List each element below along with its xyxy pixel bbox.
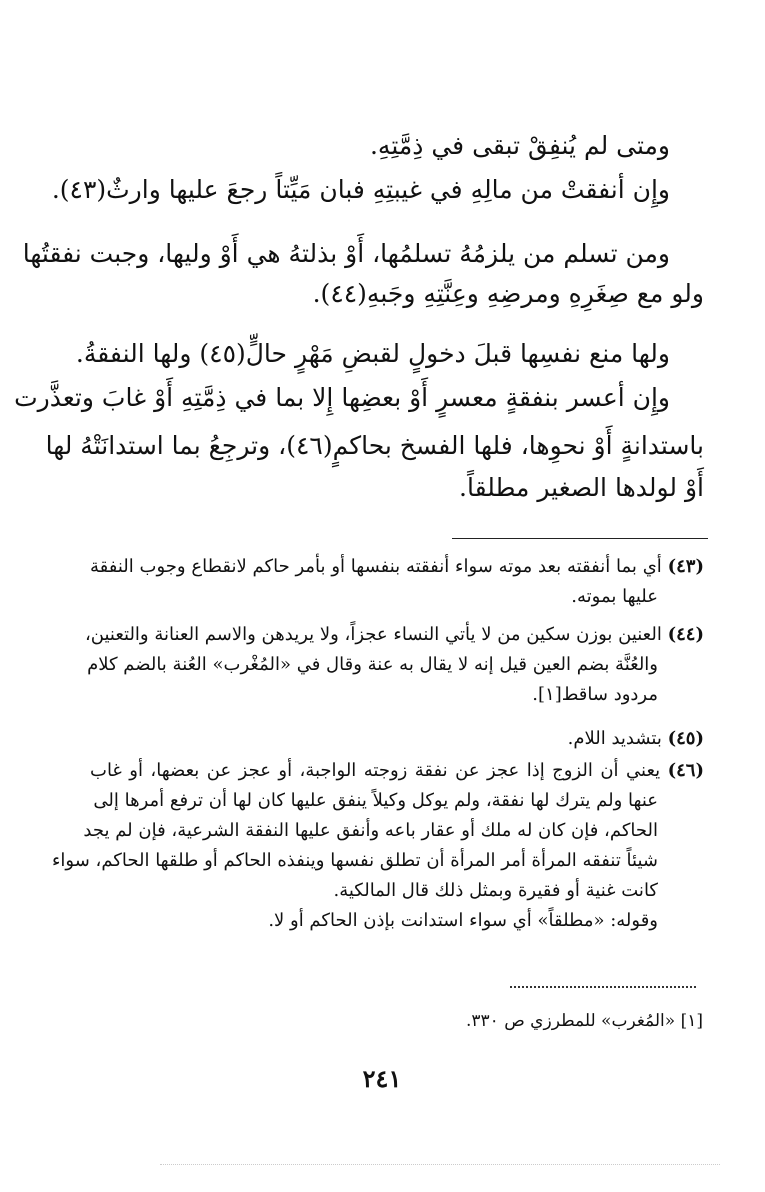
footnote-number: (٤٣): [667, 556, 704, 577]
main-line-3: ومن تسلم من يلزمُهُ تسلمُها، أَوْ بذلتهُ هي أَوْ وليها، وجبت نفقتُها: [22, 239, 670, 268]
footnote-45: [568, 724, 704, 754]
main-line-8: أَوْ لولدها الصغير مطلقاً.: [459, 473, 704, 502]
footnote-text: يعني أن الزوج إذا عجز عن نفقة زوجته الواجبة، أو عجز عن بعضها، أو غاب: [90, 760, 661, 781]
footnote-44: [84, 620, 704, 650]
page-edge-line: [160, 1164, 720, 1165]
footnote-46-line-3: الحاكم، فإن كان له ملك أو عقار باعه وأنفق عليها النفقة الشرعية، فإن لم يجد: [83, 820, 658, 841]
footnote-text: بتشديد اللام.: [567, 728, 662, 749]
footnote-number: (٤٥): [667, 728, 704, 749]
footnote-44-line-2: والعُنَّة بضم العين قيل إنه لا يقال به عنة وقال في «المُغْرب» العُنة بالضم كلام: [87, 654, 658, 675]
footnote-46-line-2: عنها ولم يترك لها نفقة، ولم يوكل وكيلاً ينفق عليها كان لها أن ترفع أمرها إلى: [93, 790, 658, 811]
footnote-46-line-6: وقوله: «مطلقاً» أي سواء استدانت بإذن الحاكم أو لا.: [268, 910, 658, 931]
margin-reference-note: [١] «المُغرب» للمطرزي ص ٣٣٠.: [466, 1011, 703, 1031]
footnote-46-line-4: شيئاً تنفقه المرأة أمر المرأة أن تطلق نفسها وينفذه الحاكم أو طلقها الحاكم، سواء: [51, 850, 658, 871]
main-line-1: ومتى لم يُنفِقْ تبقى في ذِمَّتِهِ.: [369, 131, 670, 160]
footnote-46: [90, 756, 704, 786]
footnote-text: أي بما أنفقته بعد موته سواء أنفقته بنفسها أو بأمر حاكم لانقطاع وجوب النفقة: [90, 556, 662, 577]
footnote-number: (٤٦): [667, 760, 704, 781]
footnote-separator: [452, 538, 708, 539]
footnote-44-line-3: مردود ساقط[١].: [532, 684, 658, 705]
footnote-43-line-2: عليها بموته.: [571, 586, 658, 607]
main-line-7: باستدانةٍ أَوْ نحوِها، فلها الفسخ بحاكمٍ(٤٦)، وترجِعُ بما استدانَتْهُ لها: [45, 431, 704, 460]
main-line-2: وإِن أنفقتْ من مالِهِ في غيبتِهِ فبان مَيِّتاً رجعَ عليها وارثٌ(٤٣).: [51, 175, 670, 204]
page-number: ٢٤١: [362, 1064, 402, 1093]
footnote-43: [90, 552, 704, 582]
main-line-5: ولها منع نفسِها قبلَ دخولٍ لقبضِ مَهْرٍ حالٍّ(٤٥) ولها النفقةُ.: [75, 339, 670, 368]
margin-note-separator: [510, 986, 696, 992]
main-line-6: وإِن أعسر بنفقةٍ معسرٍ أَوْ بعضِها إِلا بما في ذِمَّتِهِ أَوْ غابَ وتعذَّرت: [14, 383, 670, 412]
main-line-4: ولو مع صِغَرِهِ ومرضِهِ وعِنَّتِهِ وجَبهِ(٤٤).: [312, 279, 704, 308]
footnote-number: (٤٤): [667, 624, 704, 645]
footnote-text: العنين بوزن سكين من لا يأتي النساء عجزاً، ولا يريدهن والاسم العنانة والتعنين،: [84, 624, 662, 645]
footnote-46-line-5: كانت غنية أو فقيرة وبمثل ذلك قال المالكية.: [333, 880, 658, 901]
